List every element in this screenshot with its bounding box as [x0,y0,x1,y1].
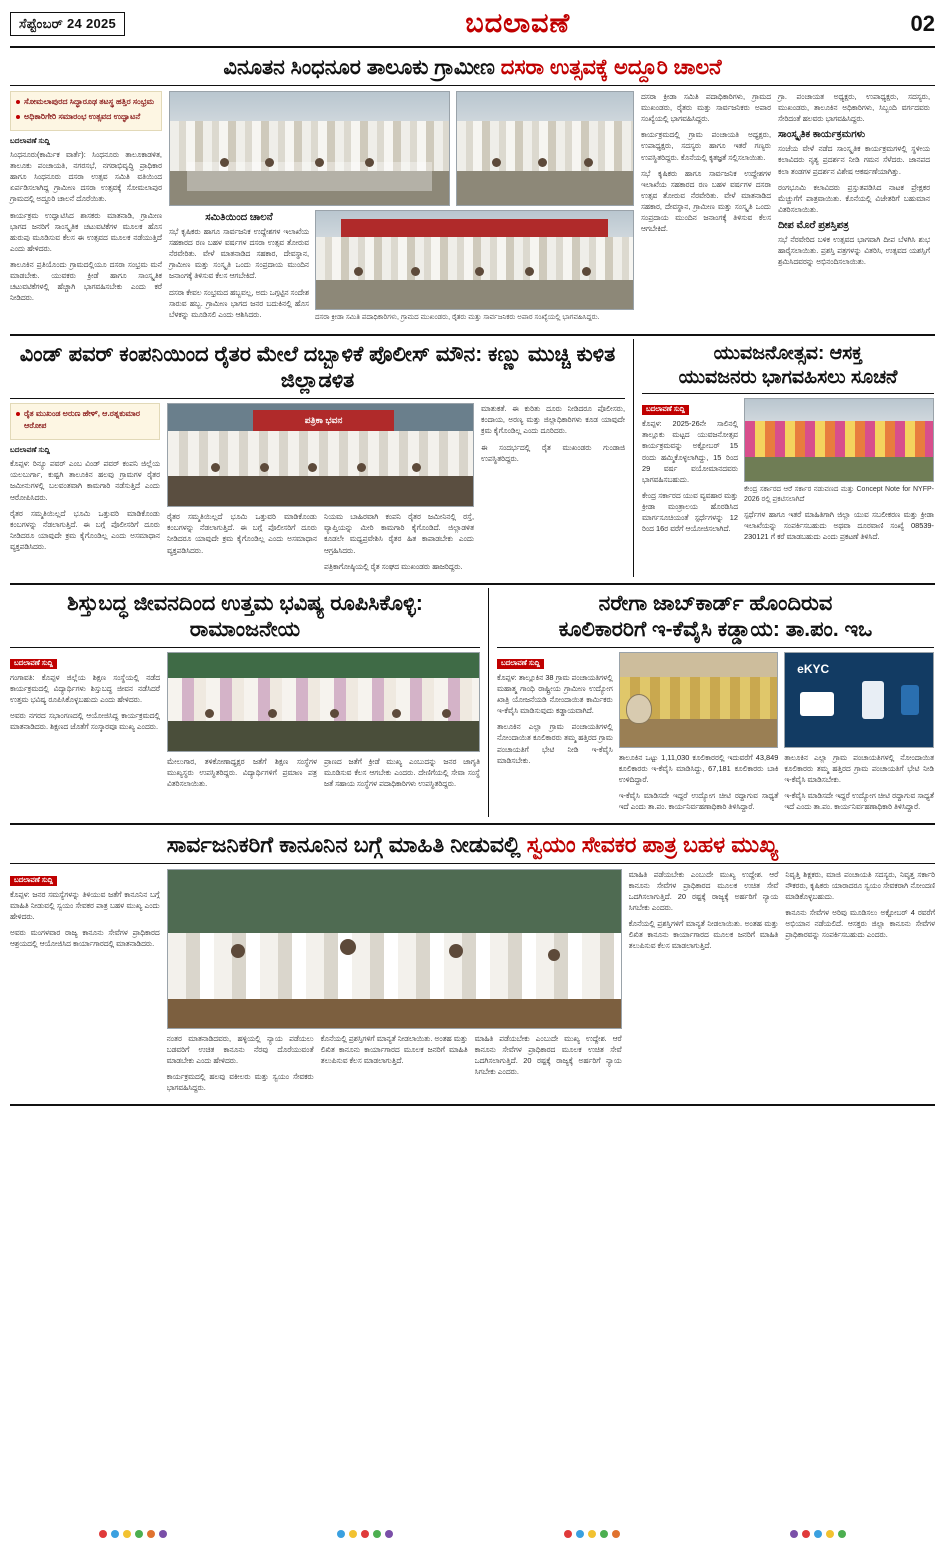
story5-para: ಇ-ಕೆವೈಸಿ ಮಾಡಿಸದೇ ಇದ್ದರೆ ಉದ್ಯೋಗ ಚೀಟಿ ರದ್ದಾಗುವ ಸಾಧ್ಯತೆ ಇದೆ ಎಂದು ತಾ.ಪಂ. ಕಾರ್ಯನಿರ್ವಹಣಾಧಿಕಾರಿ ತಿಳಿಸಿದ್ದಾರೆ. [618,791,779,812]
story-legal-awareness [10,828,935,1098]
story5-para: ಇ-ಕೆವೈಸಿ ಮಾಡಿಸದೇ ಇದ್ದರೆ ಉದ್ಯೋಗ ಚೀಟಿ ರದ್ದಾಗುವ ಸಾಧ್ಯತೆ ಇದೆ ಎಂದು ತಾ.ಪಂ. ಕಾರ್ಯನಿರ್ವಹಣಾಧಿಕಾರಿ ತಿಳಿಸಿದ್ದಾರೆ. [784,791,934,812]
story6-headline-red: ಸ್ವಯಂ ಸೇವಕರ ಪಾತ್ರ ಬಹಳ ಮುಖ್ಯ [526,832,779,858]
lead-para: ಕಾರ್ಯಕ್ರಮದಲ್ಲಿ ಗ್ರಾಮ ಪಂಚಾಯತಿ ಅಧ್ಯಕ್ಷರು, ಉಪಾಧ್ಯಕ್ಷರು, ಸದಸ್ಯರು ಹಾಗೂ ಇತರೆ ಗಣ್ಯರು ಉಪಸ್ಥಿತರಿದ್ದರು. ಕೊನೆಯಲ್ಲಿ ಕೃತಜ್ಞತೆ ಸಲ್ಲಿಸಲಾಯಿತು. [641,130,771,162]
lead-subhead: ಸಮಿತಿಯಿಂದ ಚಾಲನೆ [205,212,273,224]
lead-subhead-2: ಸಾಂಸ್ಕೃತಿಕ ಕಾರ್ಯಕ್ರಮಗಳು [778,129,866,141]
story6-para: ಕಾರ್ಯಕ್ರಮದಲ್ಲಿ ಹಲವು ವಕೀಲರು ಮತ್ತು ಸ್ವಯಂ ಸೇವಕರು ಭಾಗವಹಿಸಿದ್ದರು. [166,1071,314,1093]
lead-para: ಕಾರ್ಯಕ್ರಮ ಉದ್ಘಾಟಿಸಿದ ಶಾಸಕರು ಮಾತನಾಡಿ, ಗ್ರಾಮೀಣ ಭಾಗದ ಜನರಿಗೆ ಸಾಂಸ್ಕೃತಿಕ ಚಟುವಟಿಕೆಗಳ ಮೂಲಕ ಹೊಸ ಹುರುಪು ಮೂಡಿಸುವ ಕೆಲಸ ಈ ಉತ್ಸವದ ಮೂಲಕ ನಡೆಯುತ್ತಿದೆ ಎಂದು ಹೇಳಿದರು. [10,210,162,253]
lead-photo-3 [315,210,634,310]
dot-group-4 [790,1530,846,1538]
story6-headline [10,828,935,862]
story3-para: ಸ್ಪರ್ಧೆಗಳ ಹಾಗೂ ಇತರೆ ಮಾಹಿತಿಗಾಗಿ ಜಿಲ್ಲಾ ಯುವ ಸಬಲೀಕರಣ ಮತ್ತು ಕ್ರೀಡಾ ಇಲಾಖೆಯನ್ನು ಸಂಪರ್ಕಿಸಬಹುದು ಅಥವಾ ದೂರವಾಣಿ ಸಂಖ್ಯೆ 08539-230121 ಗೆ ಕರೆ ಮಾಡಬಹುದು ಎಂದು ಪ್ರಕಟಣೆ ತಿಳಿಸಿದೆ. [744,509,934,541]
story5-para: ಕೊಪ್ಪಳ: ತಾಲ್ಲೂಕಿನ 38 ಗ್ರಾಮ ಪಂಚಾಯತಿಗಳಲ್ಲಿ ಮಹಾತ್ಮ ಗಾಂಧಿ ರಾಷ್ಟ್ರೀಯ ಗ್ರಾಮೀಣ ಉದ್ಯೋಗ ಖಾತ್ರಿ ಯೋಜನೆಯಡಿ ನೋಂದಾಯಿತ ಕಾರ್ಮಿಕರು ಇ-ಕೆವೈಸಿ ಮಾಡಿಸುವುದು ಕಡ್ಡಾಯವಾಗಿದೆ. [497,672,613,716]
story3-byline: ಬದಲಾವಣೆ ಸುದ್ದಿ [642,405,689,415]
lead-para: ಸಭೆ ನೆರವೇರಿದ ಬಳಿಕ ಉತ್ಸವದ ಭಾಗವಾಗಿ ದೀಪ ಬೆಳಗಿಸಿ ಶುಭ ಹಾರೈಸಲಾಯಿತು. ಪ್ರಶಸ್ತಿ ಪತ್ರಗಳನ್ನು ವಿತರಿಸಿ, ಉತ್ಸವದ ಯಶಸ್ಸಿಗೆ ಶ್ರಮಿಸಿದವರನ್ನು ಅಭಿನಂದಿಸಲಾಯಿತು. [778,235,930,267]
lead-headline-red: ದಸರಾ ಉತ್ಸವಕ್ಕೆ ಅದ್ದೂರಿ ಚಾಲನೆ [500,56,722,79]
lead-col-4 [778,91,930,328]
story3-caption: ಕೇಂದ್ರ ಸರ್ಕಾರದ ಆರೆ ಸರ್ಕಾರ ನಡುವಣದ ಮತ್ತು Concept Note for NYFP-2026 ರಲ್ಲಿ ಪ್ರಕಟಿಸಲಾಗಿದೆ [744,486,934,504]
story2-photo-banner-label: ಪತ್ರಿಕಾ ಭವನ [253,410,393,430]
lead-photo-2 [456,91,634,206]
lead-body-1 [10,149,162,303]
lead-para: ರಂಗಭೂಮಿ ಕಲಾವಿದರು ಪ್ರಸ್ತುತಪಡಿಸಿದ ನಾಟಕ ಪ್ರೇಕ್ಷಕರ ಮೆಚ್ಚುಗೆಗೆ ಪಾತ್ರವಾಯಿತು. ಕೊನೆಯಲ್ಲಿ ವಿಜೇತರಿಗೆ ಬಹುಮಾನ ವಿತರಿಸಲಾಯಿತು. [778,182,930,214]
lead-para: ಸಭೆ ಕೃಷಿಕರು ಹಾಗೂ ಸಾರ್ವಜನಿಕ ಉದ್ದೇಶಗಳ ಇಲಾಖೆಯ ಸಹಕಾರದ ರಣ ಬಹಳ ವರ್ಷಗಳ ದಸರಾ ಉತ್ಸವ ತೋರುವ ನೆರವೇರಿತು. ವೇಳೆ ಮಾತನಾಡಿದ ಸಹಕಾರ, ದೇವಸ್ಥಾನ, ಗ್ರಾಮೀಣ ಮತ್ತು ಸಂಸ್ಕೃತಿ ಒಂದು ಸಂಪ್ರದಾಯ ಮುಂದಿನ ಜನಾಂಗಕ್ಕೆ ತಿಳಿಸುವ ಕೆಲಸ ಆಗಬೇಕಿದೆ. [641,168,771,234]
story6-col-4 [629,869,779,1099]
story6-para: ಕಾನೂನು ಸೇವೆಗಳ ಅರಿವು ಮೂಡಿಸಲು ಅಕ್ಟೋಬರ್ 4 ರವರೆಗೆ ಅಭಿಯಾನ ನಡೆಯಲಿದೆ. ಆಸಕ್ತರು ಜಿಲ್ಲಾ ಕಾನೂನು ಸೇವೆಗಳ ಪ್ರಾಧಿಕಾರವನ್ನು ಸಂಪರ್ಕಿಸಬಹುದು ಎಂದರು. [785,907,936,940]
story6-para: ಮಾಹಿತಿ ಪಡೆಯಬೇಕು ಎಂಬುದೇ ಮುಖ್ಯ ಉದ್ದೇಶ. ಆರೆ ಕಾನೂನು ಸೇವೆಗಳ ಪ್ರಾಧಿಕಾರದ ಮೂಲಕ ಉಚಿತ ಸೇವೆ ಒದಗಿಸಲಾಗುತ್ತಿದೆ. 20 ರಷ್ಟಕ್ಕೆ ರಾಜ್ಯಕ್ಕೆ ಅರ್ಹರಿಗೆ ನ್ಯಾಯ ಸಿಗಬೇಕು ಎಂದರು. [628,869,779,912]
story5-photo-nrega [619,652,779,748]
lead-para: ದಸರಾ ಕೇವಲ ಸಂಭ್ರಮದ ಹಬ್ಬವಲ್ಲ, ಅದು ಒಗ್ಗಟ್ಟಿನ ಸಂದೇಶ ಸಾರುವ ಹಬ್ಬ. ಗ್ರಾಮೀಣ ಭಾಗದ ಜನರ ಬದುಕಿನಲ್ಲಿ ಹೊಸ ಬೆಳಕನ್ನು ಮೂಡಿಸಲಿ ಎಂದು ಆಶಿಸಿದರು. [169,287,309,319]
lead-kicker-item-2: ಅಧಿಕಾರಿಗೇರಿ ಸಮಾರಂಭ ಉತ್ಸವದ ಉದ್ಘಾಟನೆ [16,111,156,123]
story4-photo [167,652,480,752]
lead-col-1 [10,91,162,328]
story2-para: ಪತ್ರಿಕಾಗೋಷ್ಠಿಯಲ್ಲಿ ರೈತ ಸಂಘದ ಮುಖಂಡರು ಹಾಜರಿದ್ದರು. [324,561,463,571]
lead-para: ದಸರಾ ಕ್ರೀಡಾ ಸಮಿತಿ ಪದಾಧಿಕಾರಿಗಳು, ಗ್ರಾಮದ ಮುಖಂಡರು, ರೈತರು ಮತ್ತು ಸಾರ್ವಜನಿಕರು ಅಪಾರ ಸಂಖ್ಯೆಯಲ್ಲಿ ಭಾಗವಹಿಸಿದ್ದರು. [315,314,600,322]
story6-para: ಮಾಹಿತಿ ಪಡೆಯಬೇಕು ಎಂಬುದೇ ಮುಖ್ಯ ಉದ್ದೇಶ. ಆರೆ ಕಾನೂನು ಸೇವೆಗಳ ಪ್ರಾಧಿಕಾರದ ಮೂಲಕ ಉಚಿತ ಸೇವೆ ಒದಗಿಸಲಾಗುತ್ತಿದೆ. 20 ರಷ್ಟಕ್ಕೆ ರಾಜ್ಯಕ್ಕೆ ಅರ್ಹರಿಗೆ ನ್ಯಾಯ ಸಿಗಬೇಕು ಎಂದರು. [474,1033,622,1076]
lead-col-3 [641,91,771,328]
lead-caption [315,313,634,323]
lead-byline: ಬದಲಾವಣೆ ಸುದ್ದಿ [10,136,50,146]
story4-para: ಪ್ರಾಣದ ಜತೆಗೆ ಕ್ರೀಡೆ ಮುಖ್ಯ ಎಂಬುದನ್ನು ಜನರ ಜಾಗೃತಿ ಮೂಡಿಸುವ ಕೆಲಸ ಆಗಬೇಕು ಎಂದರು. ದೇಣಿಗೆಯಲ್ಲಿ ಸೇವಾ ಸಂಸ್ಥೆ ಜತೆ ಸಹಾಯ ಸಂಸ್ಥೆಗಳ ಪದಾಧಿಕಾರಿಗಳು ಉಪಸ್ಥಿತರಿದ್ದರು. [324,756,480,789]
story-youth-festival [642,339,934,577]
story2-para: ರೈತರ ಸಮ್ಮತಿಯಿಲ್ಲದೆ ಭೂಮಿ ಒತ್ತುವರಿ ಮಾಡಿಕೊಂಡು ಕಂಬಗಳನ್ನು ನೆಡಲಾಗುತ್ತಿದೆ. ಈ ಬಗ್ಗೆ ಪೊಲೀಸರಿಗೆ ದೂರು ನೀಡಿದರೂ ಯಾವುದೇ ಕ್ರಮ ಕೈಗೊಂಡಿಲ್ಲ ಎಂದು ಅಸಮಾಧಾನ ವ್ಯಕ್ತಪಡಿಸಿದರು. [167,512,317,555]
story2-headline: ವಿಂಡ್ ಪವರ್ ಕಂಪನಿಯಿಂದ ರೈತರ ಮೇಲೆ ದಬ್ಬಾಳಿಕೆ ಪೊಲೀಸ್ ಮೌನ: ಕಣ್ಣು ಮುಚ್ಚಿ ಕುಳಿತ ಜಿಲ್ಲಾಡಳಿತ [19,343,616,393]
registration-marks [0,1530,945,1538]
story3-headline-l1: ಯುವಜನೋತ್ಸವ: ಆಸಕ್ತ [713,343,863,365]
story2-col-3 [481,403,625,577]
story2-para: ಕೊಪ್ಪಳ: ರಿನ್ಯೂ ಪವರ್ ಎಂಬ ವಿಂಡ್ ಪವರ್ ಕಂಪನಿ ಜಿಲ್ಲೆಯ ಯಲಬುರ್ಗಾ, ಕುಷ್ಟಗಿ ತಾಲೂಕಿನ ಹಲವು ಗ್ರಾಮಗಳ ರೈತರ ಜಮೀನುಗಳಲ್ಲಿ ಬಲವಂತವಾಗಿ ಕಾಮಗಾರಿ ನಡೆಸುತ್ತಿದೆ ಎಂದು ಆರೋಪಿಸಿದರು. [10,459,160,502]
story5-para: ತಾಲೂಕಿನ ಎಲ್ಲಾ ಗ್ರಾಮ ಪಂಚಾಯತಿಗಳಲ್ಲಿ ನೋಂದಾಯಿತ ಕೂಲಿಕಾರರು ತಮ್ಮ ಹತ್ತಿರದ ಗ್ರಾಮ ಪಂಚಾಯತಿಗೆ ಭೇಟಿ ನೀಡಿ ಇ-ಕೆವೈಸಿ ಮಾಡಿಸಬೇಕು. [497,722,613,765]
story6-para: ನಂತರ ಮಾತನಾಡಿದವರು, ಹಳ್ಳಿಯಲ್ಲಿ ನ್ಯಾಯ ಪಡೆಯಲು ಬಡವರಿಗೆ ಉಚಿತ ಕಾನೂನು ನೆರವು ದೊರೆಯುವಂತೆ ಮಾಡಬೇಕು ಎಂದು ಹೇಳಿದರು. [166,1033,314,1065]
story4-para: ಮೇಲುಗಾರ, ತಳಿಕೋಣಾಧ್ಯಕ್ಷರ ಜತೆಗೆ ಶಿಕ್ಷಣ ಸಂಸ್ಥೆಗಳ ಮುಖ್ಯಸ್ಥರು ಉಪಸ್ಥಿತರಿದ್ದರು. ವಿದ್ಯಾರ್ಥಿಗಳಿಗೆ ಪ್ರಮಾಣ ಪತ್ರ ವಿತರಿಸಲಾಯಿತು. [167,756,317,789]
story-disciplined-life [10,588,480,818]
page-number: 02 [910,11,935,36]
lead-para: ತಾಲೂಕಿನ ಪ್ರತಿಯೊಂದು ಗ್ರಾಮದಲ್ಲಿಯೂ ದಸರಾ ಸಂಭ್ರಮ ಮನೆ ಮಾಡಬೇಕು. ಯುವಕರು ಕ್ರೀಡೆ ಹಾಗೂ ಸಾಂಸ್ಕೃತಿಕ ಚಟುವಟಿಕೆಗಳಲ್ಲಿ ಹೆಚ್ಚಾಗಿ ಭಾಗವಹಿಸಬೇಕು ಎಂದು ಕರೆ ನೀಡಿದರು. [10,260,162,303]
story6-para: ಕೊನೆಯಲ್ಲಿ ಪ್ರಶಸ್ತಿಗಳಿಗೆ ಮಾನ್ಯತೆ ನೀಡಲಾಯಿತು. ಅಂತಹ ಮತ್ತು ಲಿಖಿತ ಕಾನೂನು ಕಾರ್ಯಾಗಾರದ ಮೂಲಕ ಜನರಿಗೆ ಮಾಹಿತಿ ತಲುಪಿಸುವ ಕೆಲಸ ಮಾಡಲಾಗುತ್ತಿದೆ. [320,1033,468,1065]
story4-headline: ಶಿಸ್ತುಬದ್ಧ ಜೀವನದಿಂದ ಉತ್ತಮ ಭವಿಷ್ಯ ರೂಪಿಸಿಕೊಳ್ಳಿ: ರಾಮಾಂಜನೇಯ [67,591,423,641]
ekyc-badge: eKYC [797,662,830,677]
story3-headline [642,339,934,393]
story2-para: ಮಾತುಕತೆ. ಈ ಕುರಿತು ದೂರು ನೀಡಿದರೂ ಪೊಲೀಸರು, ಕಂದಾಯ, ಅರಣ್ಯ ಮತ್ತು ಜಿಲ್ಲಾಧಿಕಾರಿಗಳು ಕೂಡ ಯಾವುದೇ ಕ್ರಮ ಕೈಗೊಂಡಿಲ್ಲ ಎಂದು ದೂರಿದರು. [481,404,625,436]
dot-group-2 [337,1530,393,1538]
dot-group-3 [564,1530,620,1538]
story5-para: ತಾಲೂಕಿನ ಎಲ್ಲಾ ಗ್ರಾಮ ಪಂಚಾಯತಿಗಳಲ್ಲಿ ನೋಂದಾಯಿತ ಕೂಲಿಕಾರರು ತಮ್ಮ ಹತ್ತಿರದ ಗ್ರಾಮ ಪಂಚಾಯತಿಗೆ ಭೇಟಿ ನೀಡಿ ಇ-ಕೆವೈಸಿ ಮಾಡಿಸಬೇಕು. [784,752,934,785]
lead-headline [10,52,935,85]
story5-byline: ಬದಲಾವಣೆ ಸುದ್ದಿ [497,659,544,669]
story5-para: ತಾಲೂಕಿನ ಒಟ್ಟು 1,11,030 ಕೂಲಿಕಾರರಲ್ಲಿ ಇದುವರೆಗೆ 43,849 ಕೂಲಿಕಾರರು ಇ-ಕೆವೈಸಿ ಮಾಡಿಸಿದ್ದು, 67,181 ಕೂಲಿಕಾರರು ಬಾಕಿ ಉಳಿದಿದ್ದಾರೆ. [618,752,779,785]
story4-byline: ಬದಲಾವಣೆ ಸುದ್ದಿ [10,659,57,669]
lead-story [10,52,935,328]
story6-col-5 [785,869,935,1099]
story6-byline: ಬದಲಾವಣೆ ಸುದ್ದಿ [10,876,57,886]
story5-photo-ekyc [784,652,934,748]
story3-para: ಕೊಪ್ಪಳ: 2025-26ನೇ ಸಾಲಿನಲ್ಲಿ ತಾಲ್ಲೂಕು ಮಟ್ಟದ ಯುವಜನೋತ್ಸವ ಕಾರ್ಯಕ್ರಮವನ್ನು ಅಕ್ಟೋಬರ್ 15 ರಂದು ಹಮ್ಮಿಕೊಳ್ಳಲಾಗಿದ್ದು, 15 ರಿಂದ 29 ವರ್ಷ ವಯೋಮಾನದವರು ಭಾಗವಹಿಸಬಹುದು. [642,419,738,484]
lead-photo-1 [169,91,450,206]
story5-headline [497,588,934,647]
story6-para: ನಿವೃತ್ತಿ ಶಿಕ್ಷಕರು, ಮಾಜಿ ಪಂಚಾಯತಿ ಸದಸ್ಯರು, ನಿವೃತ್ತ ಸರ್ಕಾರಿ ನೌಕರರು, ಕೃಷಿಕರು ಯಾರಾದರೂ ಸ್ವಯಂ ಸೇವಕರಾಗಿ ನೋಂದಣಿ ಮಾಡಿಕೊಳ್ಳಬಹುದು. [785,869,936,901]
lead-headline-black: ವಿನೂತನ ಸಿಂಧನೂರ ತಾಲೂಕು ಗ್ರಾಮೀಣ [223,56,501,79]
paper-title: ಬದಲಾವಣೆ [465,8,571,38]
story3-photo [744,398,934,482]
story3-headline-l2: ಯುವಜನರು ಭಾಗವಹಿಸಲು ಸೂಚನೆ [678,366,898,388]
masthead [10,6,935,48]
story6-para: ಕೊಪ್ಪಳ: ಜನರ ಸಮಸ್ಯೆಗಳನ್ನು ತಿಳಿಯುವ ಜತೆಗೆ ಕಾನೂನಿನ ಬಗ್ಗೆ ಮಾಹಿತಿ ನೀಡುವಲ್ಲಿ ಸ್ವಯಂ ಸೇವಕರ ಪಾತ್ರ ಬಹಳ ಮುಖ್ಯ ಎಂದು ಹೇಳಿದರು. [10,889,160,921]
story3-para: ಕೇಂದ್ರ ಸರ್ಕಾರದ ಯುವ ವ್ಯವಹಾರ ಮತ್ತು ಕ್ರೀಡಾ ಮಂತ್ರಾಲಯ ಹೊರಡಿಸಿದ ಮಾರ್ಗಸೂಚಿಯಂತೆ ಸ್ಪರ್ಧೆಗಳನ್ನು 12 ರಿಂದ 16ರ ವರೆಗೆ ಆಯೋಜಿಸಲಾಗಿದೆ. [642,490,738,534]
story2-kicker-text: ರೈತ ಮುಖಂಡ ಅರುಣ ಹೇಳ್, ಆ.ರತ್ನಕುಮಾರ ಆರೋಪ [16,408,154,432]
story2-byline: ಬದಲಾವಣೆ ಸುದ್ದಿ [10,445,50,455]
lead-para: ದಸರಾ ಕ್ರೀಡಾ ಸಮಿತಿ ಪದಾಧಿಕಾರಿಗಳು, ಗ್ರಾಮದ ಮುಖಂಡರು, ರೈತರು ಮತ್ತು ಸಾರ್ವಜನಿಕರು ಅಪಾರ ಸಂಖ್ಯೆಯಲ್ಲಿ ಭಾಗವಹಿಸಿದ್ದರು. [641,92,771,124]
issue-date: ಸೆಪ್ಟೆಂಬರ್ 24 2025 [10,12,125,36]
lead-para: ಸಭೆ ಕೃಷಿಕರು ಹಾಗೂ ಸಾರ್ವಜನಿಕ ಉದ್ದೇಶಗಳ ಇಲಾಖೆಯ ಸಹಕಾರದ ರಣ ಬಹಳ ವರ್ಷಗಳ ದಸರಾ ಉತ್ಸವ ತೋರುವ ನೆರವೇರಿತು. ವೇಳೆ ಮಾತನಾಡಿದ ಸಹಕಾರ, ದೇವಸ್ಥಾನ, ಗ್ರಾಮೀಣ ಮತ್ತು ಸಂಸ್ಕೃತಿ ಒಂದು ಸಂಪ್ರದಾಯ ಮುಂದಿನ ಜನಾಂಗಕ್ಕೆ ತಿಳಿಸುವ ಕೆಲಸ ಆಗಬೇಕಿದೆ. [169,227,309,281]
story4-para: ಅವರು ನಗರದ ಸಭಾಂಗಣದಲ್ಲಿ ಆಯೋಜಿಸಿದ್ದ ಕಾರ್ಯಕ್ರಮದಲ್ಲಿ ಮಾತನಾಡಿದರು. ಶಿಕ್ಷಣದ ಜೊತೆಗೆ ಸಂಸ್ಕಾರವೂ ಮುಖ್ಯ ಎಂದರು. [10,711,160,732]
story2-para: ಈ ಸಂದರ್ಭದಲ್ಲಿ ರೈತ ಮುಖಂಡರು ಗುಂಡಾಜಿ ಉಪಸ್ಥಿತರಿದ್ದರು. [481,442,625,463]
story2-kicker [10,403,160,440]
story2-para: ರೈತರ ಸಮ್ಮತಿಯಿಲ್ಲದೆ ಭೂಮಿ ಒತ್ತುವರಿ ಮಾಡಿಕೊಂಡು ಕಂಬಗಳನ್ನು ನೆಡಲಾಗುತ್ತಿದೆ. ಈ ಬಗ್ಗೆ ಪೊಲೀಸರಿಗೆ ದೂರು ನೀಡಿದರೂ ಯಾವುದೇ ಕ್ರಮ ಕೈಗೊಂಡಿಲ್ಲ ಎಂದು ಅಸಮಾಧಾನ ವ್ಯಕ್ತಪಡಿಸಿದರು. [10,508,160,551]
story2-photo [167,403,474,507]
story6-photo [167,869,622,1029]
lead-kicker-item-1: ಸೋಮಲಾಪುರದ ಸಿದ್ಧಾರೂಢ ತಟಸ್ಥ ಹತ್ತಿರ ಸಂಭ್ರಮ [16,96,156,108]
story-wind-power [10,339,625,577]
story6-para: ಅವರು ಮಂಗಳವಾರ ರಾಜ್ಯ ಕಾನೂನು ಸೇವೆಗಳ ಪ್ರಾಧಿಕಾರದ ಆಶ್ರಯದಲ್ಲಿ ಆಯೋಜಿಸಿದ ಕಾರ್ಯಾಗಾರದಲ್ಲಿ ಮಾತನಾಡಿದರು. [10,927,160,949]
story6-para: ಕೊನೆಯಲ್ಲಿ ಪ್ರಶಸ್ತಿಗಳಿಗೆ ಮಾನ್ಯತೆ ನೀಡಲಾಯಿತು. ಅಂತಹ ಮತ್ತು ಲಿಖಿತ ಕಾನೂನು ಕಾರ್ಯಾಗಾರದ ಮೂಲಕ ಜನರಿಗೆ ಮಾಹಿತಿ ತಲುಪಿಸುವ ಕೆಲಸ ಮಾಡಲಾಗುತ್ತಿದೆ. [628,919,779,951]
story4-para: ಗಂಗಾವತಿ: ಕೊಪ್ಪಳ ಜಿಲ್ಲೆಯ ಶಿಕ್ಷಣ ಸಂಸ್ಥೆಯಲ್ಲಿ ನಡೆದ ಕಾರ್ಯಕ್ರಮದಲ್ಲಿ ವಿದ್ಯಾರ್ಥಿಗಳು ಶಿಸ್ತುಬದ್ಧ ಜೀವನ ನಡೆಸಿದರೆ ಉತ್ತಮ ಭವಿಷ್ಯ ರೂಪಿಸಿಕೊಳ್ಳಬಹುದು ಎಂದು ಹೇಳಿದರು. [10,672,160,705]
lead-para: ಗ್ರಾ. ಪಂಚಾಯತ ಅಧ್ಯಕ್ಷರು, ಉಪಾಧ್ಯಕ್ಷರು, ಸದಸ್ಯರು, ಮುಖಂಡರು, ತಾಲೂಕಿನ ಅಧಿಕಾರಿಗಳು, ಸಿಬ್ಬಂದಿ ವರ್ಗದವರು ಸೇರಿದಂತೆ ಹಲವರು ಭಾಗವಹಿಸಿದ್ದರು. [778,92,930,124]
lead-para: ಸಿಂಧನೂರು(ಕಾರ್ಮಿಕ ವಾರ್ತೆ): ಸಿಂಧನೂರು ತಾಲೂಕಾಡಳಿತ, ತಾಲೂಕು ಪಂಚಾಯತಿ, ನಗರಸಭೆ, ನಗರಾಭಿವೃದ್ಧಿ ಪ್ರಾಧಿಕಾರ ಹಾಗೂ ಸಿಂಧನೂರು ದಸರಾ ಉತ್ಸವ ಸಮಿತಿ ವತಿಯಿಂದ ಏರ್ಪಡಿಸಲಾಗಿದ್ದ ಗ್ರಾಮೀಣ ದಸರಾ ಉತ್ಸವಕ್ಕೆ ಸೋಮಲಾಪುರ ಗ್ರಾಮದಲ್ಲಿ ಅದ್ದೂರಿ ಚಾಲನೆ ದೊರೆಯಿತು. [10,150,162,204]
story5-headline-l1: ನರೇಗಾ ಜಾಬ್‌ಕಾರ್ಡ್ ಹೊಂದಿರುವ [598,591,833,615]
story5-headline-l2: ಕೂಲಿಕಾರರಿಗೆ ಇ-ಕೆವೈಸಿ ಕಡ್ಡಾಯ: ತಾ.ಪಂ. ಇಒ [558,617,873,641]
story-nrega-ekyc [497,588,934,818]
lead-body-2 [169,226,309,320]
dot-group-1 [99,1530,167,1538]
story2-para: ನಿಯಮ ಬಾಹಿರವಾಗಿ ಕಂಪನಿ ರೈತರ ಜಮೀನಿನಲ್ಲಿ ರಸ್ತೆ, ವ್ಯಾಪ್ತಿಯನ್ನು ಮೀರಿ ಕಾಮಗಾರಿ ಕೈಗೊಂಡಿದೆ. ಜಿಲ್ಲಾಡಳಿತ ಕೂಡಲೇ ಮಧ್ಯಪ್ರವೇಶಿಸಿ ರೈತರ ಹಿತ ಕಾಪಾಡಬೇಕು ಎಂದು ಆಗ್ರಹಿಸಿದರು. [324,512,474,555]
lead-subhead-3: ದೀಪ ಮೊರೆ ಪ್ರಶಸ್ತಿಪತ್ರ [778,220,849,232]
story6-headline-black: ಸಾರ್ವಜನಿಕರಿಗೆ ಕಾನೂನಿನ ಬಗ್ಗೆ ಮಾಹಿತಿ ನೀಡುವಲ್ಲಿ [166,832,527,858]
lead-para: ಸಂಜೆಯ ವೇಳೆ ನಡೆದ ಸಾಂಸ್ಕೃತಿಕ ಕಾರ್ಯಕ್ರಮಗಳಲ್ಲಿ ಸ್ಥಳೀಯ ಕಲಾವಿದರು ನೃತ್ಯ ಪ್ರದರ್ಶನ ನೀಡಿ ಗಮನ ಸೆಳೆದರು. ಜಾನಪದ ಕಲಾ ತಂಡಗಳ ಪ್ರದರ್ಶನ ವಿಶೇಷ ಆಕರ್ಷಣೆಯಾಗಿತ್ತು. [778,144,930,176]
lead-kicker-box [10,91,162,131]
lead-photo-block [169,91,634,328]
